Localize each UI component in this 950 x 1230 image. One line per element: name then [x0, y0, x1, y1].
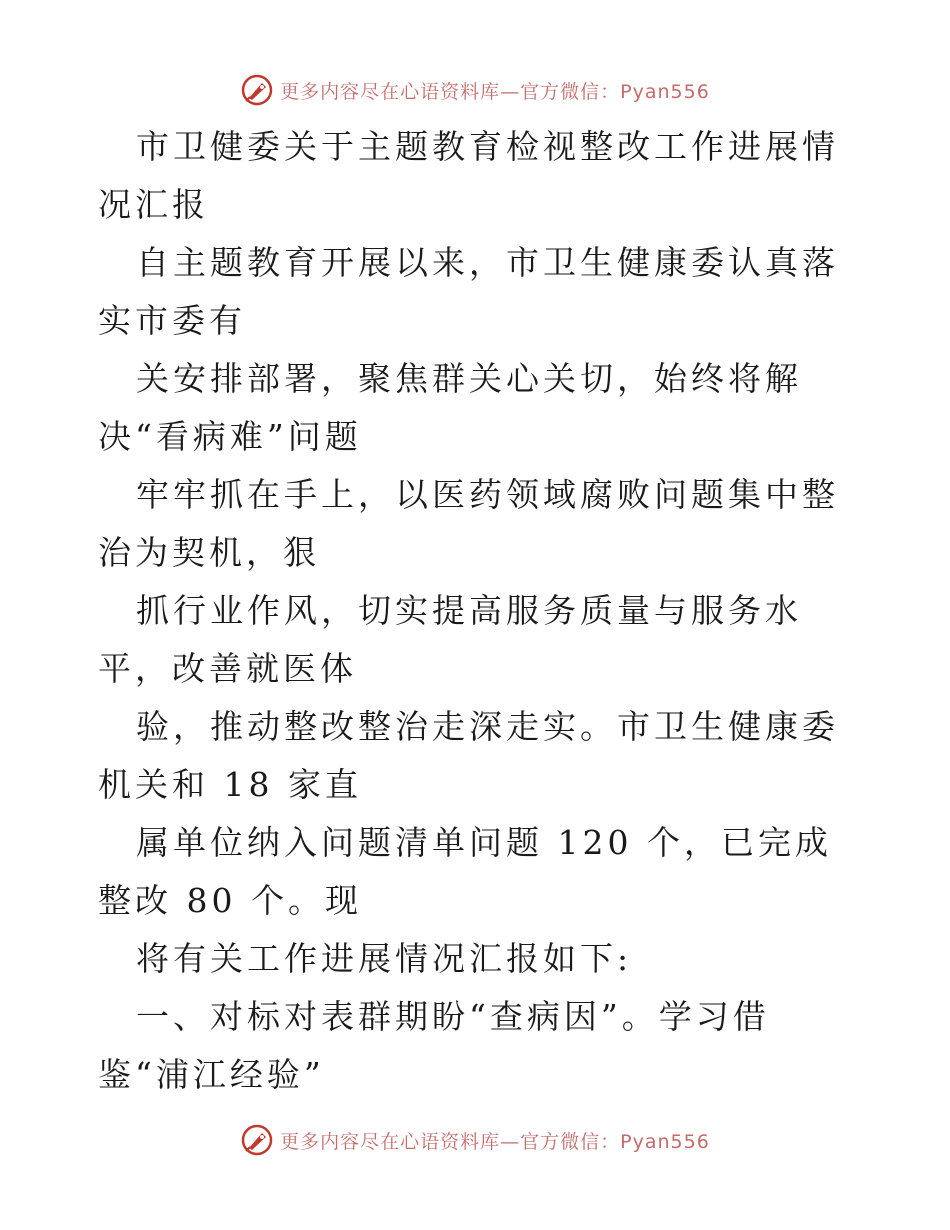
header-banner: [0, 70, 950, 110]
banner-site-name: 更多内容尽在心语资料库: [280, 80, 501, 103]
pen-nib-logo-icon: [240, 73, 274, 107]
paragraph: 牢牢抓在手上，以医药领域腐败问题集中整治为契机，狠: [98, 475, 839, 572]
banner-site-name: 更多内容尽在心语资料库: [280, 1130, 501, 1153]
paragraph: 市卫健委关于主题教育检视整改工作进展情况汇报: [98, 127, 839, 224]
paragraph: 抓行业作风，切实提高服务质量与服务水平，改善就医体: [98, 591, 802, 688]
banner-separator: —: [500, 1130, 521, 1153]
footer-banner-text: [280, 1127, 710, 1154]
paragraph: 验，推动整改整治走深走实。市卫生健康委机关和 18 家直: [98, 707, 839, 804]
banner-separator: —: [500, 80, 521, 103]
paragraph: 一、对标对表群期盼“查病因”。学习借鉴“浦江经验”: [98, 997, 770, 1094]
header-banner-text: [280, 77, 710, 104]
pen-nib-logo-icon: [240, 1123, 274, 1157]
paragraph: 关安排部署，聚焦群关心关切，始终将解决“看病难”问题: [98, 359, 802, 456]
paragraph: 将有关工作进展情况汇报如下:: [136, 939, 633, 978]
footer-banner: [0, 1120, 950, 1160]
banner-wechat: 官方微信：Pyan556: [520, 1130, 710, 1153]
paragraph: 属单位纳入问题清单问题 120 个，已完成整改 80 个。现: [98, 823, 832, 920]
paragraph: 自主题教育开展以来，市卫生健康委认真落实市委有: [98, 243, 839, 340]
document-body: [98, 118, 858, 1104]
banner-wechat: 官方微信：Pyan556: [520, 80, 710, 103]
